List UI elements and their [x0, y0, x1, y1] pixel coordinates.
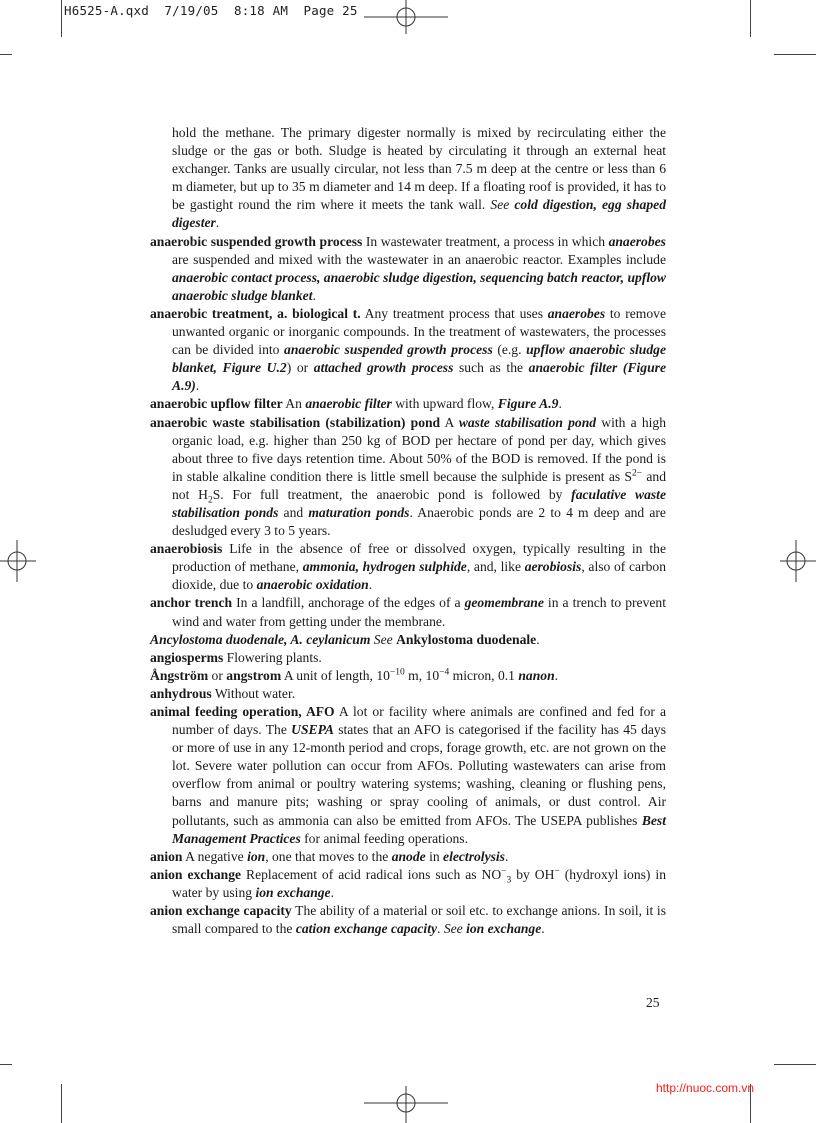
entry-ancylostoma: Ancylostoma duodenale, A. ceylanicum See Ankylostoma duodenale. [150, 631, 540, 647]
cross-reference[interactable]: ammonia, hydrogen sulphide [302, 559, 467, 575]
cross-reference[interactable]: anaerobic suspended growth process [284, 342, 493, 358]
dictionary-content [150, 124, 666, 938]
entry-headword: anchor trench [150, 595, 233, 611]
entry-animal-feeding-operation: animal feeding operation, AFO A lot or facility where animals are confined and fed for a number of days. The USEPA states that an AFO is categorised if the facility has 45 days or more of use in any 12-month period and crops, forage growth, etc. are not grown on the lot. Severe water pollution can occur from AFOs. Polluting wastewaters can arise from overflow from animal or poultry watering systems; washing, cleaning or flushing pens, barns and manure pits; washing or spray cooling of animals, or dust control. Air pollutants, such as ammonia can also be emitted from AFOs. The USEPA publishes Best Management Practices for animal feeding operations. [150, 704, 666, 846]
cross-reference[interactable]: waste stabilisation pond [458, 414, 597, 430]
cross-reference[interactable]: anaerobic contact process, anaerobic sludge digestion, sequencing batch reactor, upflow anaerobic sludge blanket [172, 269, 666, 303]
entry-headword: anaerobic waste stabilisation (stabilization) pond [150, 414, 441, 430]
entry-headword: angstrom [226, 667, 282, 683]
page-number: 25 [646, 995, 660, 1010]
registration-mark-bottom [364, 1086, 448, 1123]
cross-reference[interactable]: maturation ponds [308, 504, 410, 520]
cross-reference[interactable]: anaerobes [547, 305, 606, 321]
entry-headword: anion exchange [150, 866, 242, 882]
entry-headword: anhydrous [150, 685, 212, 701]
entry-headword: anaerobiosis [150, 541, 223, 557]
cross-reference[interactable]: cold digestion, egg shaped digester [172, 197, 666, 231]
entry-headword: Ångström [150, 667, 209, 683]
entry-headword: Ancylostoma duodenale, A. ceylanicum [150, 631, 371, 647]
cross-reference[interactable]: cation exchange capacity [295, 921, 438, 937]
cross-reference[interactable]: faculative waste stabilisation ponds [172, 486, 666, 520]
crop-mark [61, 1084, 62, 1123]
registration-mark-right [780, 540, 816, 582]
crop-mark [750, 0, 751, 37]
watermark-link[interactable]: http://nuoc.com.vn [656, 1081, 755, 1095]
entry-anion-exchange: anion exchange Replacement of acid radical ions such as $NO^-_3$ by OH− (hydroxyl ions) in water by using ion exchange. [150, 866, 666, 900]
cross-reference[interactable]: nanon [518, 667, 555, 683]
cross-reference[interactable]: Figure A.9 [497, 396, 559, 412]
registration-mark-left [0, 540, 36, 582]
entry-anaerobiosis: anaerobiosis Life in the absence of free or dissolved oxygen, typically resulting in the production of methane, ammonia, hydrogen sulphide, and, like aerobiosis, also of carbon dioxide, due to anaerobic oxidation. [150, 541, 666, 593]
entry-anhydrous: anhydrous Without water. [150, 685, 296, 701]
print-slug: H6525-A.qxd 7/19/05 8:18 AM Page 25 [64, 3, 358, 18]
entry-anaerobic-suspended-growth-process: anaerobic suspended growth process In wastewater treatment, a process in which anaerobes are suspended and mixed with the wastewater in an anaerobic reactor. Examples include anaerobic contact process, anaerobic sludge digestion, sequencing batch reactor, upflow anaerobic sludge blanket. [150, 233, 666, 303]
entry-headword: anion exchange capacity [150, 903, 292, 919]
entry-angiosperms: angiosperms Flowering plants. [150, 649, 322, 665]
entry-headword: anaerobic suspended growth process [150, 233, 363, 249]
cross-reference[interactable]: electrolysis [443, 848, 505, 864]
registration-mark-top [364, 0, 448, 34]
entry-headword: animal feeding operation, AFO [150, 704, 335, 719]
cross-reference[interactable]: anaerobic filter [305, 396, 392, 412]
cross-reference[interactable]: anode [391, 848, 426, 864]
entry-anaerobic-treatment: anaerobic treatment, a. biological t. Any treatment process that uses anaerobes to remove unwanted organic or inorganic compounds. In the treatment of wastewaters, the processes can be divided into anaerobic suspended growth process (e.g. upflow anaerobic sludge blanket, Figure U.2) or attached growth process such as the anaerobic filter (Figure A.9). [150, 305, 666, 394]
entry-anchor-trench: anchor trench In a landfill, anchorage of the edges of a geomembrane in a trench to prevent wind and water from getting under the membrane. [150, 595, 666, 629]
cross-reference[interactable]: ion [247, 848, 266, 864]
entry-anion-exchange-capacity: anion exchange capacity The ability of a material or soil etc. to exchange anions. In soil, it is small compared to the cation exchange capacity. See ion exchange. [150, 903, 666, 937]
crop-mark [0, 1064, 12, 1065]
entry-headword: angiosperms [150, 649, 224, 665]
crop-mark [61, 0, 62, 37]
entry-headword: anaerobic upflow filter [150, 396, 283, 412]
cross-reference[interactable]: attached growth process [313, 360, 454, 376]
cross-reference[interactable]: ion exchange [466, 921, 542, 937]
entry-anion: anion A negative ion, one that moves to the anode in electrolysis. [150, 848, 509, 864]
crop-mark [0, 54, 12, 55]
entry-headword: anion [150, 848, 183, 864]
cross-reference[interactable]: aerobiosis [524, 559, 582, 575]
crop-mark [774, 54, 816, 55]
cross-reference[interactable]: ion exchange [255, 884, 331, 900]
cross-reference[interactable]: anaerobic filter (Figure A.9) [172, 360, 666, 394]
cross-reference[interactable]: Ankylostoma duodenale [396, 631, 537, 647]
crop-mark [774, 1064, 816, 1065]
entry-anaerobic-waste-stabilisation-pond: anaerobic waste stabilisation (stabilization) pond A waste stabilisation pond with a high organic load, e.g. higher than 250 kg of BOD per hectare of pond per day, which gives about three to five days retention time. About 50% of the BOD is removed. If the pond is in stable alkaline condition there is little smell because the sulphide is present as $S^{2-}$ and not $H_2S$. For full treatment, the anaerobic pond is followed by faculative waste stabilisation ponds and maturation ponds. Anaerobic ponds are 2 to 4 m deep and are desludged every 3 to 5 years. [150, 414, 667, 539]
entry-angstrom: Ångström or angstrom A unit of length, $10^{-10}$ m, $10^{-4}$ micron, 0.1 nanon. [150, 667, 559, 683]
cross-reference[interactable]: anaerobic oxidation [256, 577, 369, 593]
cross-reference[interactable]: geomembrane [464, 595, 544, 611]
cross-reference[interactable]: USEPA [291, 722, 334, 738]
entry-headword: anaerobic treatment, a. biological t. [150, 305, 361, 321]
entry-anaerobic-upflow-filter: anaerobic upflow filter An anaerobic filter with upward flow, Figure A.9. [150, 396, 562, 412]
cross-reference[interactable]: anaerobes [608, 233, 666, 249]
entry-continuation: hold the methane. The primary digester normally is mixed by recirculating either the sludge or the gas or both. Sludge is heated by circulating it through an external heat exchanger. Tanks are usually circular, not less than 7.5 m deep at the centre or less than 6 m diameter, but up to 35 m diameter and 14 m deep. If a floating roof is provided, it has to be gastight round the rim where it meets the tank wall. See cold digestion, egg shaped digester. [172, 125, 666, 231]
cross-reference[interactable]: Best Management Practices [172, 812, 666, 846]
cross-reference[interactable]: upflow anaerobic sludge blanket, Figure U.2 [172, 342, 666, 376]
